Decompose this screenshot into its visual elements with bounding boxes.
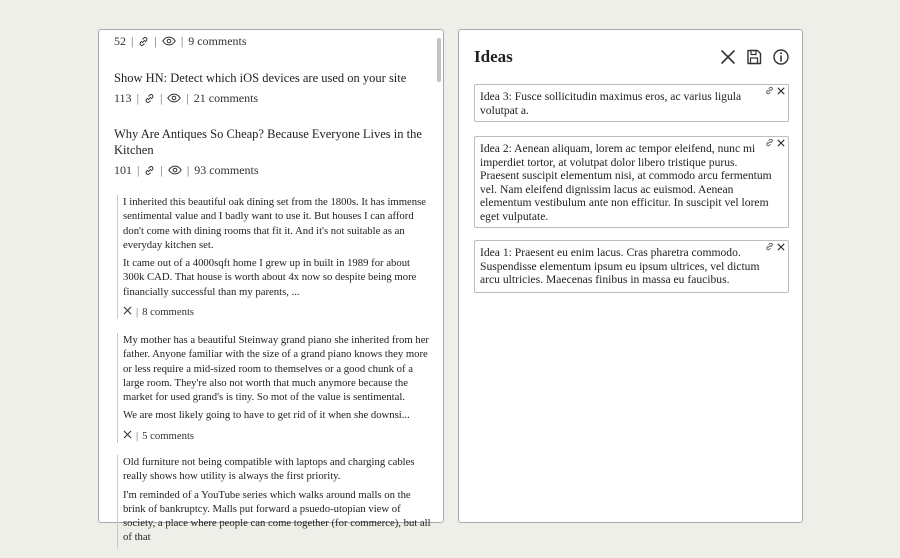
separator: | xyxy=(160,163,163,177)
idea-card[interactable] xyxy=(474,84,789,122)
story-title[interactable]: Show HN: Detect which iOS devices are used on your site xyxy=(114,71,407,85)
link-icon[interactable] xyxy=(144,93,155,104)
comment-meta xyxy=(123,429,433,443)
idea-controls xyxy=(765,138,785,147)
separator: | xyxy=(154,34,157,48)
story-meta xyxy=(114,33,247,49)
comment-item xyxy=(117,455,433,549)
link-icon[interactable] xyxy=(765,86,774,95)
idea-controls xyxy=(765,242,785,251)
ideas-title: Ideas xyxy=(474,47,513,66)
news-panel xyxy=(98,29,444,544)
separator: | xyxy=(136,306,139,319)
ideas-panel xyxy=(458,29,803,523)
story-meta xyxy=(114,162,424,178)
delete-icon[interactable] xyxy=(777,87,785,95)
eye-icon[interactable] xyxy=(168,165,182,175)
separator: | xyxy=(186,91,189,105)
link-icon[interactable] xyxy=(138,36,149,47)
save-icon[interactable] xyxy=(745,48,763,66)
info-icon[interactable] xyxy=(772,48,790,66)
story-meta xyxy=(114,90,424,106)
eye-icon[interactable] xyxy=(167,93,181,103)
comments-link[interactable]: 21 comments xyxy=(193,91,259,105)
scrollbar[interactable] xyxy=(437,30,442,522)
separator: | xyxy=(136,91,139,105)
idea-text: Idea 1: Praesent eu enim lacus. Cras pharetra commodo. Suspendisse elementum ipsum eu ipsum ultrices, vel dictum arcu ultricies. Maecenas finibus in massa eu faucibus. xyxy=(480,246,760,287)
idea-controls xyxy=(765,86,785,95)
comment-paragraph: We are most likely going to have to get rid of it when she downsi... xyxy=(123,409,410,422)
separator: | xyxy=(137,163,140,177)
news-feed[interactable] xyxy=(99,30,437,544)
story-points: 52 xyxy=(114,34,126,48)
comment-paragraph: I inherited this beautiful oak dining set from the 1800s. It has immense sentimental value and I badly want to use it. But houses I can afford don't come with dining rooms that fit it. And it's not suitable as an everyday kitchen set. xyxy=(123,196,427,251)
close-icon[interactable] xyxy=(719,48,737,66)
link-icon[interactable] xyxy=(144,165,155,176)
comment-paragraph: Old furniture not being compatible with laptops and charging cables really shows how utility is always the first priority. xyxy=(123,456,415,483)
separator: | xyxy=(136,429,139,442)
story-points: 113 xyxy=(114,91,132,105)
separator: | xyxy=(159,91,163,105)
story-item xyxy=(114,126,424,178)
story-points: 101 xyxy=(114,163,132,177)
scrollbar-thumb[interactable] xyxy=(437,38,441,82)
comment-paragraph: I'm reminded of a YouTube series which walks around malls on the brink of bankruptcy. Malls put forward a psuedo-utopian view of society, a place where people can come together (for commerce), but all of that xyxy=(123,488,431,544)
close-icon[interactable] xyxy=(123,429,132,443)
link-icon[interactable] xyxy=(765,138,774,147)
replies-link[interactable]: 5 comments xyxy=(142,429,195,442)
comments-link[interactable]: 93 comments xyxy=(194,163,259,177)
comment-item xyxy=(117,333,433,443)
comment-meta xyxy=(123,305,433,319)
close-icon[interactable] xyxy=(123,305,132,319)
delete-icon[interactable] xyxy=(777,139,785,147)
comment-paragraph: It came out of a 4000sqft home I grew up in built in 1989 for about 300k CAD. That house is worth about 4x now so despite being more financially successful than my parents, ... xyxy=(123,257,417,298)
comment-paragraph: My mother has a beautiful Steinway grand piano she inherited from her father. Anyone familiar with the size of a grand piano knows they more or less require a mid-sized room to themselves or a good chunk of a large room. They're also not worth that much anymore because the market for used grand's is tiny. So mot of the value is sentimental. xyxy=(123,334,429,404)
story-title[interactable]: Why Are Antiques So Cheap? Because Everyone Lives in the Kitchen xyxy=(114,127,422,157)
comments-link[interactable]: 9 comments xyxy=(188,34,247,48)
idea-card[interactable] xyxy=(474,136,789,228)
replies-link[interactable]: 8 comments xyxy=(142,306,195,319)
comment-item xyxy=(117,195,433,319)
eye-icon[interactable] xyxy=(162,36,176,46)
delete-icon[interactable] xyxy=(777,243,785,251)
idea-text: Idea 2: Aenean aliquam, lorem ac tempor eleifend, nunc mi imperdiet tortor, at volutpat dolor libero tristique purus. Praesent suscipit elementum nisi, at commodo arcu fermentum vel. Nam eleifend dignissim lacus ac euismod. Aenean elementum vestibulum ante non efficitur. In suscipit vel lorem eget vulputate. xyxy=(480,142,772,223)
idea-card[interactable] xyxy=(474,240,789,293)
separator: | xyxy=(186,163,190,177)
separator: | xyxy=(131,34,134,48)
idea-text: Idea 3: Fusce sollicitudin maximus eros, ac varius ligula volutpat a. xyxy=(480,90,742,117)
link-icon[interactable] xyxy=(765,242,774,251)
story-item xyxy=(114,70,424,106)
separator: | xyxy=(180,34,184,48)
